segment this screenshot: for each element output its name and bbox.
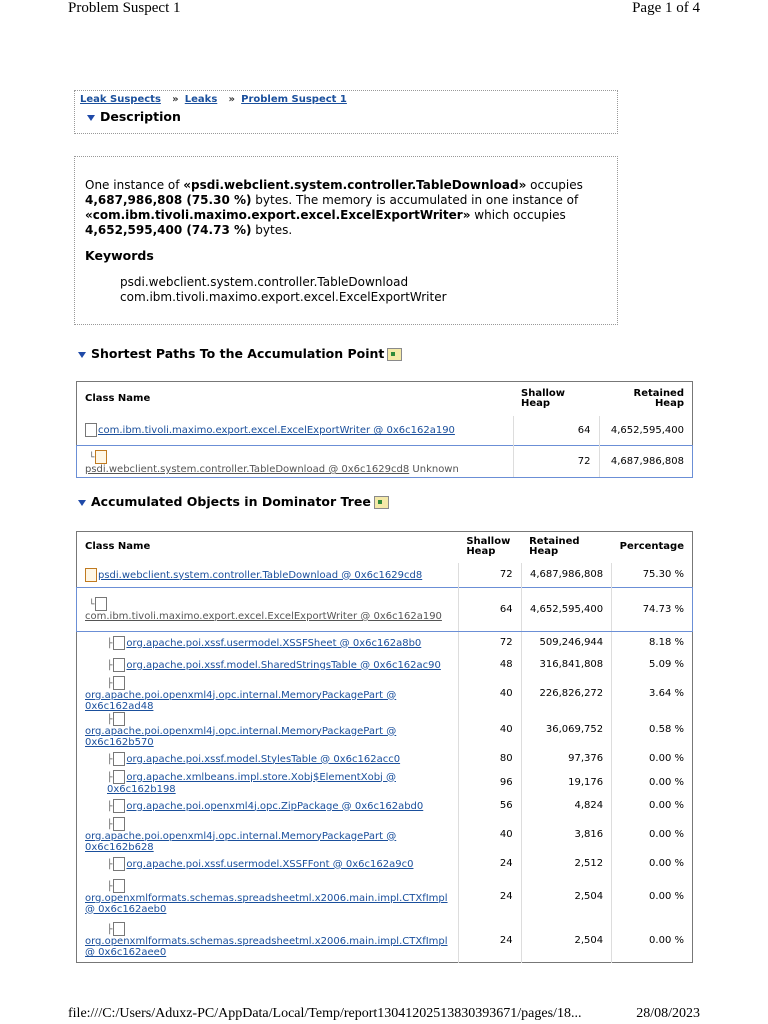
shallow-heap-value: 40 xyxy=(458,817,521,853)
tree-connector-icon: ├ xyxy=(107,819,113,830)
dominator-tree-title: Accumulated Objects in Dominator Tree xyxy=(91,494,371,509)
percentage-value: 8.18 % xyxy=(612,632,693,654)
details-icon[interactable] xyxy=(387,348,402,361)
percentage-value: 0.00 % xyxy=(612,795,693,817)
object-link[interactable]: com.ibm.tivoli.maximo.export.excel.ExcelExportWriter @ 0x6c162a190 xyxy=(98,425,455,437)
shortest-paths-title: Shortest Paths To the Accumulation Point xyxy=(91,346,385,361)
retained-heap-value: 4,824 xyxy=(521,795,612,817)
gc-root-label: Unknown xyxy=(412,464,459,475)
object-link[interactable]: psdi.webclient.system.controller.TableDownload @ 0x6c1629cd8 xyxy=(85,464,410,475)
retained-heap-value: 226,826,272 xyxy=(521,676,612,712)
breadcrumb-problem-suspect[interactable]: Problem Suspect 1 xyxy=(241,94,347,105)
retained-heap-value: 4,652,595,400 xyxy=(599,416,693,446)
table-row-selected[interactable] xyxy=(77,588,693,632)
keywords-title: Keywords xyxy=(85,248,154,263)
object-link[interactable]: org.openxmlformats.schemas.spreadsheetml.x2006.main.impl.CTXfImpl @ 0x6c162aee0 xyxy=(85,936,448,959)
retained-heap-value: 36,069,752 xyxy=(521,712,612,748)
table-row-selected[interactable] xyxy=(77,446,693,478)
percentage-value: 0.00 % xyxy=(612,748,693,770)
percentage-value: 0.00 % xyxy=(612,875,693,919)
tree-connector-icon: └ xyxy=(89,453,95,463)
object-icon xyxy=(85,423,97,437)
object-link[interactable]: org.apache.xmlbeans.impl.store.Xobj$ElementXobj @ 0x6c162b198 xyxy=(107,771,396,795)
bytes-value: 4,687,986,808 (75.30 %) xyxy=(85,193,252,207)
table-row[interactable] xyxy=(77,795,693,817)
keywords-list xyxy=(120,275,447,305)
retained-heap-value: 97,376 xyxy=(521,748,612,770)
tree-connector-icon: ├ xyxy=(107,660,113,671)
shortest-paths-toggle[interactable] xyxy=(78,346,402,361)
object-icon xyxy=(113,817,125,831)
description-text xyxy=(85,178,605,238)
percentage-value: 0.58 % xyxy=(612,712,693,748)
text: which occupies xyxy=(470,208,566,222)
object-link[interactable]: org.apache.poi.openxml4j.opc.internal.MemoryPackagePart @ 0x6c162ad48 xyxy=(85,689,397,712)
object-link[interactable]: org.apache.poi.xssf.usermodel.XSSFSheet @ 0x6c162a8b0 xyxy=(126,637,422,649)
col-shallow-heap: Shallow Heap xyxy=(521,387,566,409)
breadcrumb-leaks[interactable]: Leaks xyxy=(184,94,218,105)
table-row[interactable] xyxy=(77,875,693,919)
tree-connector-icon: ├ xyxy=(107,638,113,649)
dominator-tree-table xyxy=(76,531,693,963)
breadcrumb xyxy=(80,94,347,105)
table-row[interactable] xyxy=(77,676,693,712)
class-name: «psdi.webclient.system.controller.TableDownload» xyxy=(183,178,527,192)
tree-connector-icon: ├ xyxy=(107,925,113,936)
text: One instance of xyxy=(85,178,184,192)
shallow-heap-value: 72 xyxy=(513,446,599,478)
details-icon[interactable] xyxy=(374,496,389,509)
shallow-heap-value: 72 xyxy=(458,563,521,588)
shallow-heap-value: 56 xyxy=(458,795,521,817)
retained-heap-value: 4,687,986,808 xyxy=(599,446,693,478)
table-row[interactable] xyxy=(77,563,693,588)
col-class-name: Class Name xyxy=(85,541,151,553)
object-link[interactable]: com.ibm.tivoli.maximo.export.excel.ExcelExportWriter @ 0x6c162a190 xyxy=(85,611,442,622)
retained-heap-value: 2,512 xyxy=(521,853,612,875)
table-row[interactable] xyxy=(77,919,693,963)
description-body xyxy=(74,156,618,325)
shallow-heap-value: 80 xyxy=(458,748,521,770)
description-toggle[interactable] xyxy=(87,109,181,124)
col-percentage: Percentage xyxy=(619,541,684,553)
shallow-heap-value: 96 xyxy=(458,770,521,795)
tree-connector-icon: ├ xyxy=(107,754,113,765)
class-name: «com.ibm.tivoli.maximo.export.excel.ExcelExportWriter» xyxy=(85,208,471,222)
object-icon xyxy=(113,922,125,936)
tree-connector-icon: ├ xyxy=(107,714,113,725)
text: bytes. The memory is accumulated in one instance of xyxy=(251,193,579,207)
object-link[interactable]: org.apache.poi.openxml4j.opc.ZipPackage @ 0x6c162abd0 xyxy=(126,800,424,812)
table-row[interactable] xyxy=(77,632,693,654)
retained-heap-value: 2,504 xyxy=(521,919,612,963)
tree-connector-icon: ├ xyxy=(107,859,113,870)
text: bytes. xyxy=(251,223,293,237)
collapse-triangle-icon xyxy=(78,352,86,358)
percentage-value: 0.00 % xyxy=(612,770,693,795)
shallow-heap-value: 40 xyxy=(458,712,521,748)
footer-date: 28/08/2023 xyxy=(636,1006,700,1021)
object-icon xyxy=(113,770,125,784)
table-row[interactable] xyxy=(77,416,693,446)
percentage-value: 0.00 % xyxy=(612,919,693,963)
col-retained-heap: Retained Heap xyxy=(633,387,684,409)
bytes-value: 4,652,595,400 (74.73 %) xyxy=(85,223,252,237)
shallow-heap-value: 72 xyxy=(458,632,521,654)
shallow-heap-value: 24 xyxy=(458,853,521,875)
tree-connector-icon: ├ xyxy=(107,801,113,812)
dominator-tree-toggle[interactable] xyxy=(78,494,389,509)
table-row[interactable] xyxy=(77,748,693,770)
object-link[interactable]: psdi.webclient.system.controller.TableDownload @ 0x6c1629cd8 xyxy=(98,569,423,581)
object-icon xyxy=(113,636,125,650)
percentage-value: 75.30 % xyxy=(612,563,693,588)
table-row[interactable] xyxy=(77,654,693,676)
shallow-heap-value: 24 xyxy=(458,875,521,919)
retained-heap-value: 4,687,986,808 xyxy=(521,563,612,588)
retained-heap-value: 4,652,595,400 xyxy=(521,588,612,632)
tree-connector-icon: ├ xyxy=(107,772,113,783)
retained-heap-value: 316,841,808 xyxy=(521,654,612,676)
shallow-heap-value: 24 xyxy=(458,919,521,963)
table-row[interactable] xyxy=(77,770,693,795)
shortest-paths-table xyxy=(76,381,693,478)
retained-heap-value: 3,816 xyxy=(521,817,612,853)
col-retained-heap: Retained Heap xyxy=(529,536,580,558)
description-title: Description xyxy=(100,109,181,124)
collapse-triangle-icon xyxy=(78,500,86,506)
col-shallow-heap: Shallow Heap xyxy=(466,536,511,558)
breadcrumb-separator: » xyxy=(172,94,179,105)
object-link[interactable]: org.apache.poi.xssf.model.SharedStringsTable @ 0x6c162ac90 xyxy=(126,659,441,671)
object-link[interactable]: org.apache.poi.openxml4j.opc.internal.MemoryPackagePart @ 0x6c162b570 xyxy=(85,725,397,748)
retained-heap-value: 2,504 xyxy=(521,875,612,919)
percentage-value: 5.09 % xyxy=(612,654,693,676)
tree-connector-icon: ├ xyxy=(107,881,113,892)
tree-connector-icon: ├ xyxy=(107,678,113,689)
object-link[interactable]: org.apache.poi.openxml4j.opc.internal.MemoryPackagePart @ 0x6c162b628 xyxy=(85,830,397,853)
table-row[interactable] xyxy=(77,853,693,875)
keyword: com.ibm.tivoli.maximo.export.excel.ExcelExportWriter xyxy=(120,290,447,304)
footer-file-path: file:///C:/Users/Aduxz-PC/AppData/Local/Temp/report13041202513830393671/pages/18... xyxy=(68,1006,582,1021)
percentage-value: 74.73 % xyxy=(612,588,693,632)
text: occupies xyxy=(526,178,583,192)
percentage-value: 0.00 % xyxy=(612,817,693,853)
page-header-title: Problem Suspect 1 xyxy=(68,0,181,16)
page-number: Page 1 of 4 xyxy=(632,0,700,16)
shallow-heap-value: 64 xyxy=(513,416,599,446)
shallow-heap-value: 64 xyxy=(458,588,521,632)
table-row[interactable] xyxy=(77,712,693,748)
breadcrumb-separator: » xyxy=(228,94,235,105)
object-icon xyxy=(113,752,125,766)
shallow-heap-value: 40 xyxy=(458,676,521,712)
object-icon xyxy=(113,879,125,893)
percentage-value: 3.64 % xyxy=(612,676,693,712)
object-icon xyxy=(113,857,125,871)
retained-heap-value: 509,246,944 xyxy=(521,632,612,654)
retained-heap-value: 19,176 xyxy=(521,770,612,795)
breadcrumb-leak-suspects[interactable]: Leak Suspects xyxy=(80,94,161,105)
object-icon xyxy=(113,712,125,726)
collapse-triangle-icon xyxy=(87,115,95,121)
object-icon xyxy=(95,450,107,464)
object-icon xyxy=(113,799,125,813)
col-class-name: Class Name xyxy=(85,392,151,404)
percentage-value: 0.00 % xyxy=(612,853,693,875)
description-panel xyxy=(74,90,618,134)
tree-connector-icon: └ xyxy=(89,600,95,610)
object-link[interactable]: org.openxmlformats.schemas.spreadsheetml.x2006.main.impl.CTXfImpl @ 0x6c162aeb0 xyxy=(85,892,448,915)
shallow-heap-value: 48 xyxy=(458,654,521,676)
object-icon xyxy=(113,676,125,690)
object-icon xyxy=(85,568,97,582)
table-row[interactable] xyxy=(77,817,693,853)
keyword: psdi.webclient.system.controller.TableDownload xyxy=(120,275,409,289)
object-link[interactable]: org.apache.poi.xssf.model.StylesTable @ 0x6c162acc0 xyxy=(126,753,401,765)
object-icon xyxy=(95,597,107,611)
object-link[interactable]: org.apache.poi.xssf.usermodel.XSSFFont @ 0x6c162a9c0 xyxy=(126,858,414,870)
object-icon xyxy=(113,658,125,672)
